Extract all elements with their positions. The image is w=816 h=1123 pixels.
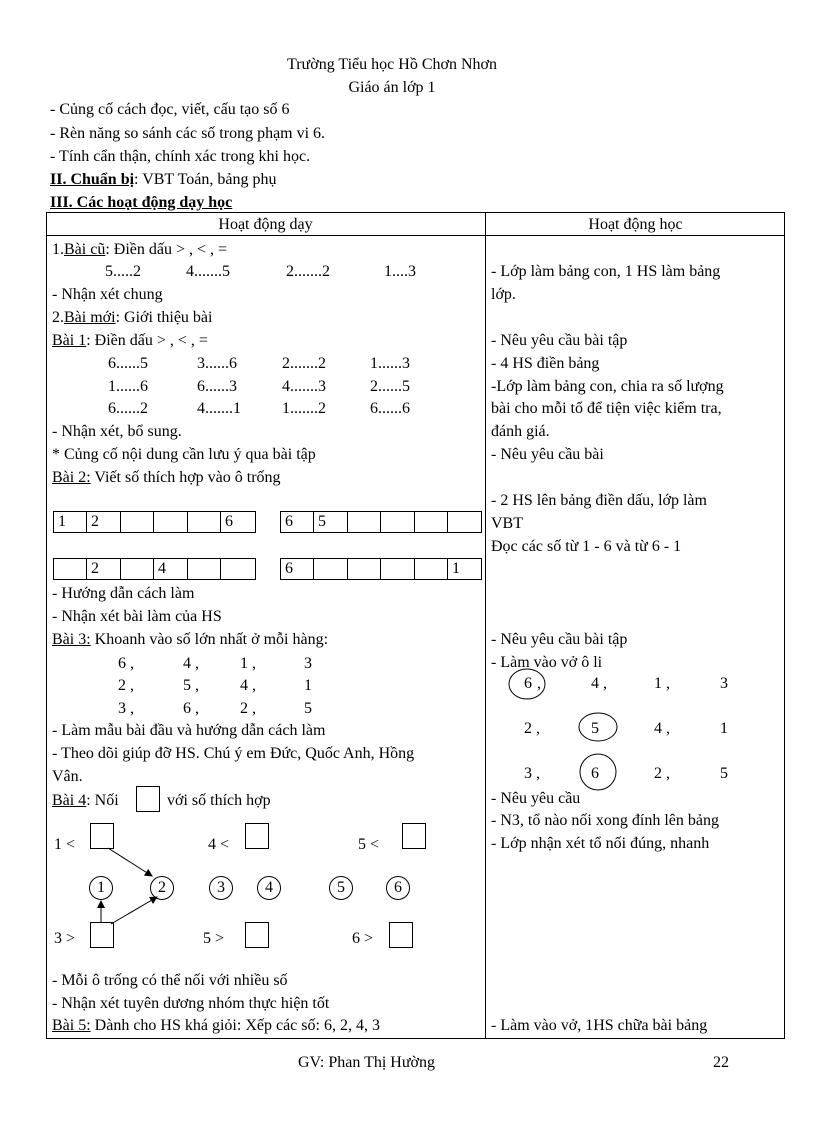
praise-group: - Nhận xét tuyên dương nhóm thực hiện tốt — [52, 995, 330, 1012]
seq-cell: 2 — [86, 511, 121, 533]
number-circle: 5 — [329, 876, 353, 900]
school-name: Trường Tiểu học Hồ Chơn Nhơn — [287, 56, 497, 73]
model-lesson: - Làm mẫu bài đầu và hướng dẫn cách làm — [52, 722, 326, 739]
learn-12: - Lớp nhận xét tổ nối đúng, nhanh — [491, 835, 710, 852]
learn-4a: -Lớp làm bảng con, chia ra số lượng — [491, 378, 724, 395]
ex1-item: 6......3 — [197, 378, 237, 395]
ex4-bottom-label: 3 > — [54, 930, 76, 947]
learn-5: - Nêu yêu cầu bài — [491, 446, 604, 463]
seq-cell: 2 — [86, 558, 121, 580]
learn-1a: - Lớp làm bảng con, 1 HS làm bảng — [491, 263, 721, 280]
number-circle: 2 — [150, 876, 174, 900]
answer-item: 6 — [591, 765, 599, 782]
ex3-item: 3 — [304, 655, 312, 672]
exercise-5-label: Bài 5: — [52, 1017, 91, 1034]
ex1-item: 3......6 — [197, 355, 237, 372]
exercise-1-text: : Điền dấu > , < , = — [86, 332, 208, 349]
answer-item: 4 , — [654, 720, 670, 737]
answer-circle-icon — [579, 713, 617, 741]
learn-6b: VBT — [491, 515, 523, 532]
number-circle: 6 — [386, 876, 410, 900]
ex1-item: 2......5 — [370, 378, 410, 395]
answer-item: 1 — [720, 720, 728, 737]
answer-circle-icon — [509, 669, 545, 699]
ex3-item: 4 , — [183, 655, 199, 672]
col-header-teaching: Hoạt động dạy — [218, 216, 313, 233]
exercise-1-label: Bài 1 — [52, 332, 87, 349]
ex1-item: 6......6 — [370, 400, 410, 417]
new-lesson-prefix: 2. — [52, 309, 64, 326]
ex4-bottom-label: 5 > — [203, 930, 225, 947]
new-lesson-label: Bài mới — [64, 309, 116, 326]
number-circle: 4 — [257, 876, 281, 900]
answer-item: , — [537, 675, 541, 692]
section-3-label: III. Các hoạt động dạy học — [50, 194, 233, 211]
ex3-item: 3 , — [118, 700, 134, 717]
ex3-item: 5 , — [183, 677, 199, 694]
learn-2: - Nêu yêu cầu bài tập — [491, 332, 628, 349]
exercise-2-label: Bài 2: — [52, 469, 91, 486]
seq-cell: 4 — [153, 558, 188, 580]
ex1-item: 6......2 — [108, 400, 148, 417]
section-2-text: : VBT Toán, bảng phụ — [134, 171, 277, 188]
ex3-item: 2 , — [240, 700, 256, 717]
number-circle: 3 — [209, 876, 233, 900]
ex1-item: 2.......2 — [282, 355, 326, 372]
ex3-item: 4 , — [240, 677, 256, 694]
ex3-item: 6 , — [118, 655, 134, 672]
learn-6a: - 2 HS lên bảng điền dấu, lớp làm — [491, 492, 707, 509]
section-2-label: II. Chuẩn bị — [50, 171, 135, 188]
seq-cell: 6 — [220, 511, 256, 533]
answer-item: 5 — [720, 765, 728, 782]
ex1-item: 4.......1 — [197, 400, 241, 417]
follow-up-1: - Theo dõi giúp đỡ HS. Chú ý em Đức, Quốc Anh, Hồng — [52, 745, 415, 762]
ex4-top-label: 4 < — [208, 836, 230, 853]
exercise-4-text-a: : Nối — [86, 792, 119, 809]
learn-7: Đọc các số từ 1 - 6 và từ 6 - 1 — [491, 538, 682, 555]
exercise-5-text: Dành cho HS khá giỏi: Xếp các số: 6, 2, 4, 3 — [90, 1017, 380, 1034]
ex3-item: 1 — [304, 677, 312, 694]
seq-cell: 6 — [280, 558, 314, 580]
exercise-4-text-b: với số thích hợp — [167, 792, 271, 809]
ex3-item: 2 , — [118, 677, 134, 694]
ex3-item: 5 — [304, 700, 312, 717]
ex3-item: 1 , — [240, 655, 256, 672]
answer-item: 2 , — [654, 765, 670, 782]
answer-item: 1 , — [654, 675, 670, 692]
ex1-item: 6......5 — [108, 355, 148, 372]
ex1-item: 1......3 — [370, 355, 410, 372]
ex1-item: 4.......3 — [282, 378, 326, 395]
answer-circle-icon — [580, 754, 616, 790]
learn-1b: lớp. — [491, 286, 516, 303]
seq-cell: 6 — [280, 511, 314, 533]
ex3-item: 6 , — [183, 700, 199, 717]
old-lesson-item: 1....3 — [384, 263, 416, 280]
guide-method: - Hướng dẫn cách làm — [52, 585, 195, 602]
learn-4c: đánh giá. — [491, 423, 550, 440]
old-lesson-item: 4.......5 — [186, 263, 230, 280]
learn-13: - Làm vào vở, 1HS chữa bài bảng — [491, 1017, 708, 1034]
consolidate-note: * Củng cố nội dung cần lưu ý qua bài tập — [52, 446, 316, 463]
comment-supplement: - Nhận xét, bổ sung. — [52, 423, 182, 440]
seq-cell: 1 — [447, 558, 482, 580]
intro-line-3: - Tính cẩn thận, chính xác trong khi học. — [50, 148, 311, 165]
ex1-item: 1.......2 — [282, 400, 326, 417]
seq-cell: 1 — [53, 511, 87, 533]
old-lesson-label: Bài cũ — [64, 241, 106, 258]
learn-8: - Nêu yêu cầu bài tập — [491, 631, 628, 648]
old-lesson-item: 2.......2 — [286, 263, 330, 280]
new-lesson-text: : Giới thiệu bài — [115, 309, 213, 326]
ex1-item: 1......6 — [108, 378, 148, 395]
exercise-4-label: Bài 4 — [52, 792, 87, 809]
each-box-note: - Mỗi ô trống có thể nối với nhiều số — [52, 972, 288, 989]
number-circle: 1 — [89, 876, 113, 900]
learn-10: - Nêu yêu cầu — [491, 790, 581, 807]
general-comment: - Nhận xét chung — [52, 286, 163, 303]
ex4-top-label: 5 < — [358, 836, 380, 853]
follow-up-2: Vân. — [52, 768, 83, 785]
footer-teacher: GV: Phan Thị Hường — [298, 1054, 435, 1071]
old-lesson-text: : Điền dấu > , < , = — [105, 241, 228, 258]
answer-item: 2 , — [524, 720, 540, 737]
exercise-2-text: Viết số thích hợp vào ô trống — [90, 469, 281, 486]
exercise-3-label: Bài 3: — [52, 631, 91, 648]
intro-line-1: - Củng cố cách đọc, viết, cấu tạo số 6 — [50, 101, 290, 118]
learn-3: - 4 HS điền bảng — [491, 355, 600, 372]
learn-11: - N3, tổ nào nối xong đính lên bảng — [491, 812, 719, 829]
old-lesson-item: 5.....2 — [105, 263, 141, 280]
footer-page-number: 22 — [713, 1054, 729, 1071]
exercise-3-text: Khoanh vào số lớn nhất ở mỗi hàng: — [90, 631, 329, 648]
lesson-subtitle: Giáo án lớp 1 — [348, 79, 436, 96]
answer-item: 3 — [720, 675, 728, 692]
learn-9: - Làm vào vở ô li — [491, 654, 603, 671]
learn-4b: bài cho mỗi tổ để tiện việc kiểm tra, — [491, 400, 722, 417]
old-lesson-prefix: 1. — [52, 241, 64, 258]
answer-item: 6 — [524, 675, 532, 692]
ex4-bottom-label: 6 > — [352, 930, 374, 947]
col-header-learning: Hoạt động học — [588, 216, 683, 233]
ex4-top-label: 1 < — [54, 836, 76, 853]
seq-cell: 5 — [313, 511, 348, 533]
answer-item: 3 , — [524, 765, 540, 782]
intro-line-2: - Rèn năng so sánh các số trong phạm vi 6. — [50, 125, 326, 142]
review-student-work: - Nhận xét bài làm của HS — [52, 608, 222, 625]
answer-item: 4 , — [591, 675, 607, 692]
answer-item: 5 — [591, 720, 599, 737]
